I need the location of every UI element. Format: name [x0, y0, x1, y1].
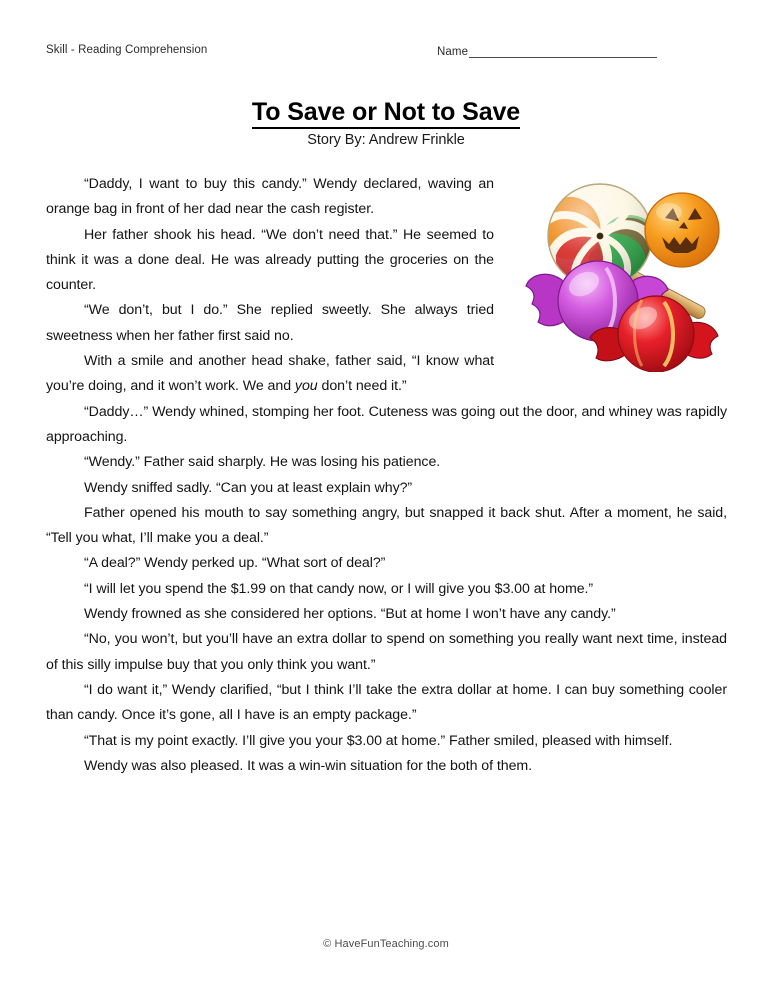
story-paragraph: “Daddy…” Wendy whined, stomping her foot. Cuteness was going out the door, and whiney was rapidly approaching. [46, 403, 727, 445]
story-paragraph: Her father shook his head. “We don’t need that.” He seemed to think it was a done deal. He was already putting the groceries on the counter. [46, 226, 494, 294]
worksheet-header [46, 44, 726, 66]
story-paragraph: “Daddy, I want to buy this candy.” Wendy declared, waving an orange bag in front of her dad near the cash register. [46, 176, 494, 218]
story-paragraph: “We don’t, but I do.” She replied sweetly. She always tried sweetness when her father first said no. [46, 302, 494, 344]
page-title: To Save or Not to Save [252, 99, 520, 129]
name-input-line[interactable] [469, 44, 657, 58]
story-body [46, 172, 727, 779]
story-paragraph: “Wendy.” Father said sharply. He was losing his patience. [84, 454, 441, 471]
story-paragraph: “I do want it,” Wendy clarified, “but I think I’ll take the extra dollar at home. I can buy something cooler than candy. Once it’s gone, all I have is an empty package.” [46, 681, 727, 724]
name-label: Name [437, 46, 469, 58]
emphasized-word: you [294, 378, 318, 395]
story-paragraph: Wendy frowned as she considered her options. “But at home I won’t have any candy.” [84, 606, 616, 623]
copyright-text: HaveFunTeaching.com [334, 938, 449, 950]
skill-label: Skill - Reading Comprehension [46, 44, 208, 56]
story-paragraph: “No, you won’t, but you’ll have an extra dollar to spend on something you really want next time, instead of this silly impulse buy that you only think you want.” [46, 631, 727, 673]
story-paragraph: “That is my point exactly. I’ll give you your $3.00 at home.” Father smiled, pleased with himself. [84, 732, 673, 749]
copyright-symbol: © [323, 938, 332, 950]
candy-cluster-svg [522, 174, 727, 372]
story-paragraph: “A deal?” Wendy perked up. “What sort of deal?” [84, 555, 386, 572]
name-field-block [437, 44, 657, 58]
story-paragraph: Father opened his mouth to say something angry, but snapped it back shut. After a moment, he said, “Tell you what, I’ll make you a deal.” [46, 504, 727, 547]
paragraph-text-after-emphasis: don’t need it.” [317, 378, 407, 395]
story-paragraph: Wendy sniffed sadly. “Can you at least explain why?” [84, 479, 413, 496]
byline: Story By: Andrew Frinkle [307, 132, 465, 148]
story-paragraph: “I will let you spend the $1.99 on that candy now, or I will give you $3.00 at home.” [84, 580, 594, 597]
paragraph-text-before-emphasis: With a smile and another head shake, father said, “I know what you’re doing, and it won’t work. We and [46, 353, 494, 395]
story-paragraph: Wendy was also pleased. It was a win-win situation for the both of them. [84, 757, 533, 774]
page-title-wrap [0, 99, 772, 129]
red-candy-icon [618, 296, 694, 372]
jack-o-lantern-lollipop-icon [645, 193, 719, 267]
footer-copyright [0, 938, 772, 950]
candy-cluster-illustration [522, 174, 727, 372]
